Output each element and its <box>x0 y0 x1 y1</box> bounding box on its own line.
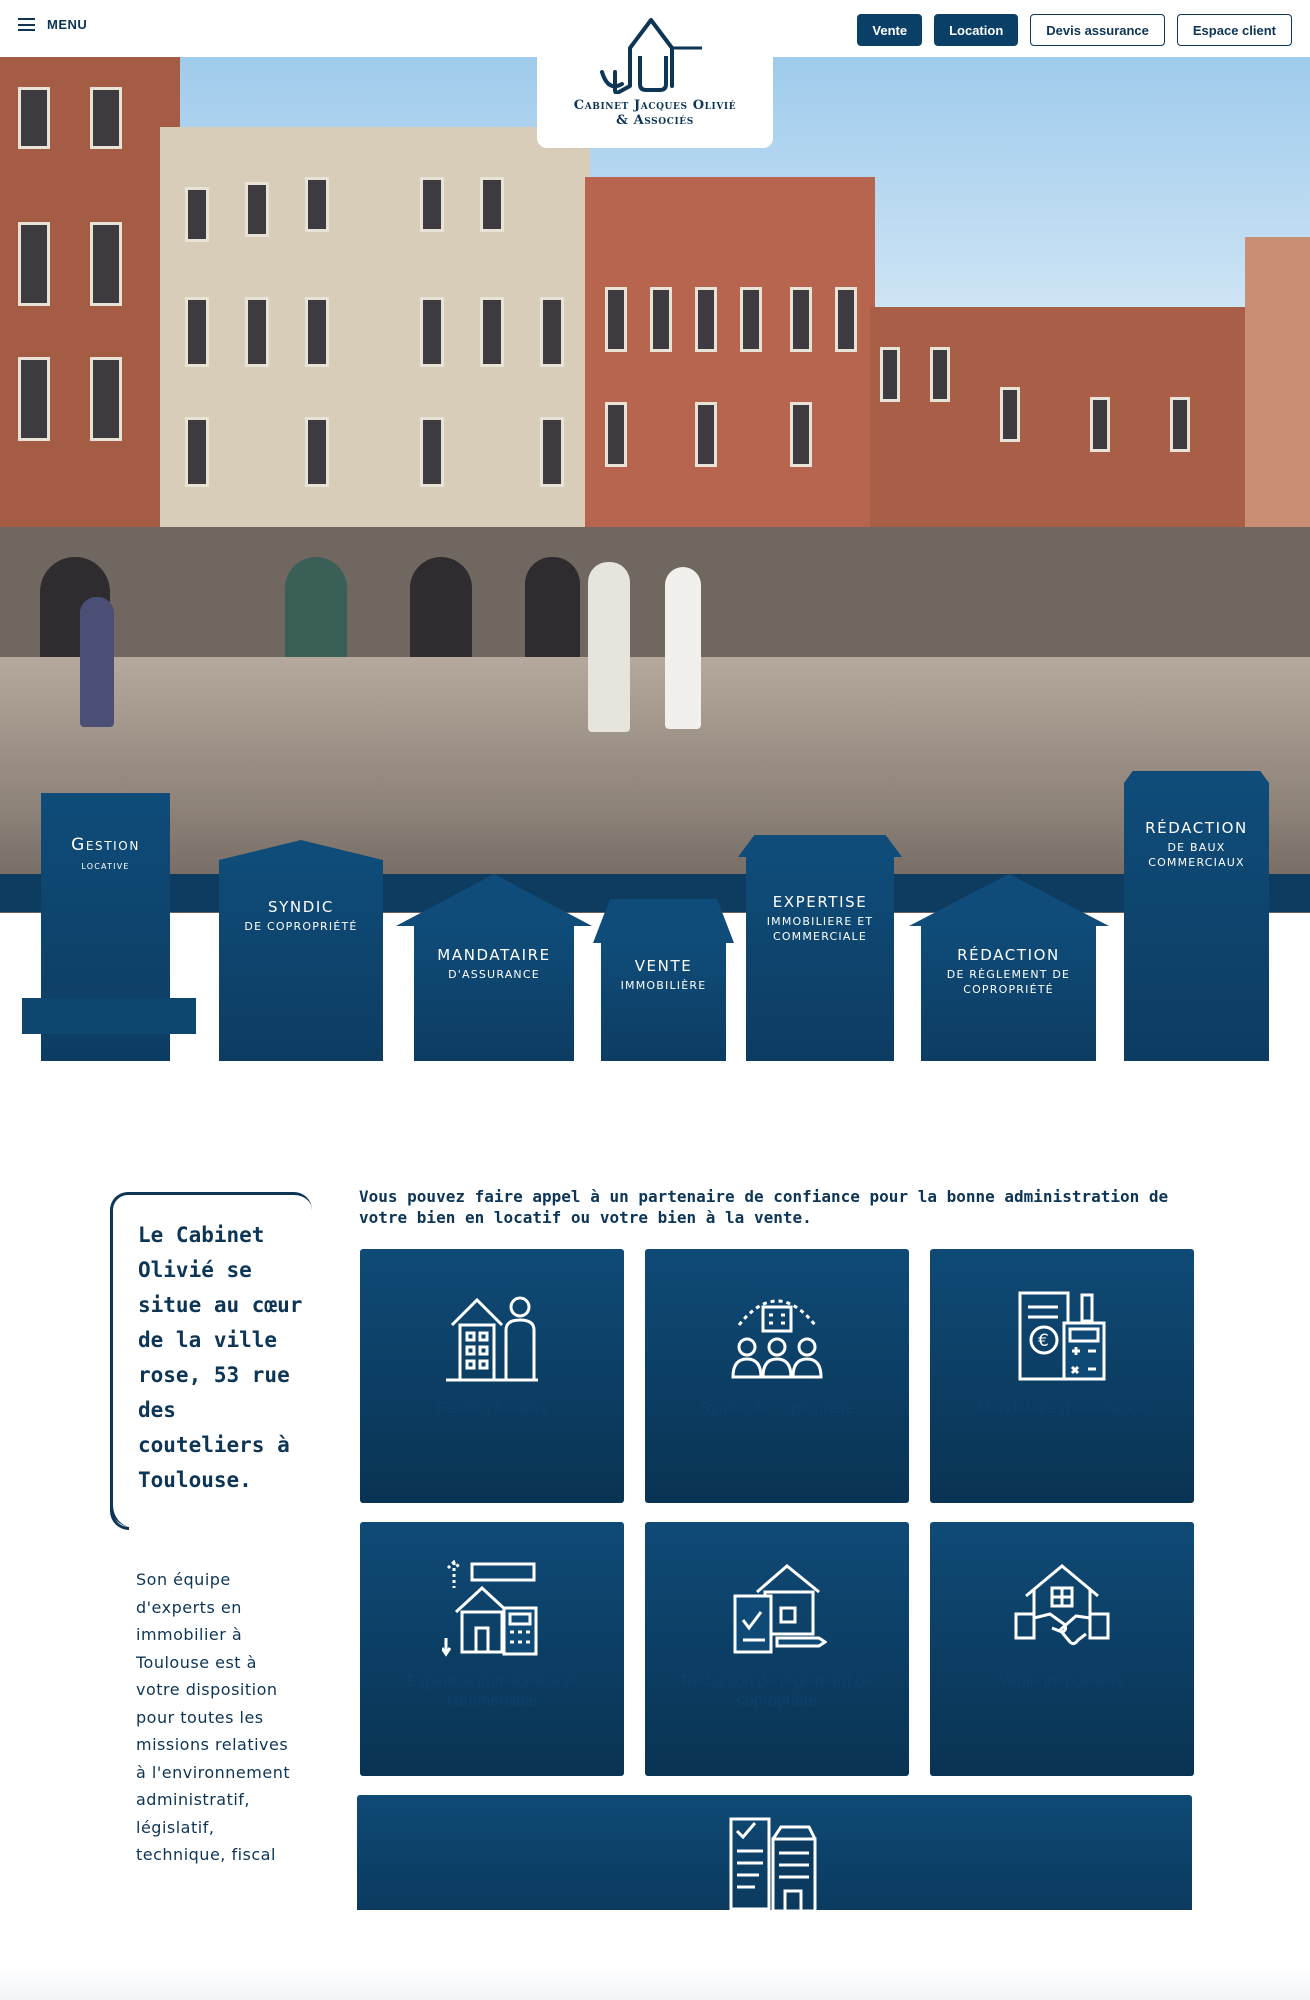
window <box>740 287 762 352</box>
svg-text:€: € <box>1038 1331 1049 1351</box>
logo-line-1: Cabinet Jacques Olivié <box>573 98 737 113</box>
window <box>245 182 269 237</box>
ground-floor <box>0 527 1310 657</box>
services-lead: Vous pouvez faire appel à un partenaire de confiance pour la bonne administration de votre bien en locatif ou votre bien à la vente. <box>359 1187 1169 1227</box>
window <box>695 402 717 467</box>
service-mandataire[interactable] <box>414 926 574 1061</box>
window <box>90 87 122 149</box>
hamburger-icon <box>18 18 35 31</box>
roof <box>1124 771 1269 783</box>
window <box>305 297 329 367</box>
window <box>605 287 627 352</box>
window <box>1090 397 1110 452</box>
service-subtitle: DE COPROPRIÉTÉ <box>244 920 358 933</box>
window <box>790 287 812 352</box>
window <box>185 187 209 242</box>
service-subtitle: D'ASSURANCE <box>448 968 540 981</box>
window <box>90 222 122 306</box>
window <box>1000 387 1020 442</box>
window <box>650 287 672 352</box>
window <box>540 297 564 367</box>
card-mandataire[interactable] <box>930 1249 1194 1503</box>
top-actions <box>857 14 1292 46</box>
card-caption: Mandataire d'assurance <box>976 1400 1148 1417</box>
card-caption: Vente immobilière <box>998 1673 1126 1690</box>
service-redaction-reglement[interactable] <box>921 926 1096 1061</box>
service-subtitle: IMMOBILIÈRE <box>620 979 707 992</box>
window <box>185 297 209 367</box>
window <box>420 297 444 367</box>
card-redaction-reglement[interactable] <box>645 1522 909 1776</box>
location-button[interactable]: Location <box>934 14 1018 46</box>
window <box>880 347 900 402</box>
window <box>245 297 269 367</box>
window <box>305 177 329 232</box>
service-redaction-baux[interactable] <box>1124 783 1269 1061</box>
quote-frame-corner <box>110 1470 129 1530</box>
window <box>185 417 209 487</box>
card-syndic[interactable] <box>645 1249 909 1503</box>
card-caption: Syndic de copropriété <box>699 1400 855 1417</box>
devis-assurance-button[interactable]: Devis assurance <box>1030 14 1165 46</box>
menu-button[interactable] <box>18 17 87 32</box>
roof <box>593 899 734 943</box>
window <box>540 417 564 487</box>
service-subtitle: DE RÈGLEMENT DE COPROPRIÉTÉ <box>946 968 1071 996</box>
pedestrian <box>588 562 630 732</box>
site-logo[interactable] <box>537 0 773 148</box>
commercial-lease-icon <box>723 1815 823 1910</box>
property-agent-icon <box>442 1285 542 1385</box>
service-title: RÉDACTION <box>1145 819 1248 837</box>
service-subtitle: IMMOBILIERE ET COMMERCIALE <box>766 915 874 943</box>
window <box>420 417 444 487</box>
window <box>90 357 122 441</box>
window <box>835 287 857 352</box>
window <box>930 347 950 402</box>
arch <box>410 557 472 657</box>
logo-line-2: & Associés <box>616 113 694 128</box>
service-title: SYNDIC <box>268 898 334 916</box>
menu-label: MENU <box>47 17 88 32</box>
service-syndic[interactable] <box>219 860 383 1061</box>
syndic-community-icon <box>727 1285 827 1385</box>
page-bottom <box>0 1965 1310 2000</box>
card-caption: Rédaction de règlement de copropriété <box>680 1673 874 1709</box>
insurance-calculator-icon <box>1012 1285 1112 1385</box>
espace-client-button[interactable]: Espace client <box>1177 14 1292 46</box>
house-handshake-icon <box>1012 1558 1112 1658</box>
card-caption: Expertise immobilière et commerciale <box>406 1673 578 1709</box>
window <box>18 357 50 441</box>
window <box>480 297 504 367</box>
pedestrian <box>665 567 701 729</box>
about-intro: Son équipe d'experts en immobilier à Toulouse est à votre disposition pour toutes les missions relatives à l'environnement administratif, législatif, technique, fiscal <box>136 1570 291 1864</box>
arch <box>525 557 580 657</box>
card-gestion-locative[interactable] <box>360 1249 624 1503</box>
window <box>1170 397 1190 452</box>
house-logo-icon <box>600 12 710 94</box>
vente-button[interactable]: Vente <box>857 14 922 46</box>
pedestrian <box>80 597 114 727</box>
about-quote: Le Cabinet Olivié se situe au cœur de la ville rose, 53 rue des couteliers à Toulouse. <box>138 1223 303 1492</box>
card-caption: Gestion locative <box>435 1400 549 1417</box>
service-title: MANDATAIRE <box>437 946 551 964</box>
window <box>695 287 717 352</box>
card-redaction-baux[interactable] <box>357 1795 1192 1910</box>
window <box>420 177 444 232</box>
window <box>790 402 812 467</box>
service-subtitle: locative <box>81 859 130 872</box>
card-vente[interactable] <box>930 1522 1194 1776</box>
arch <box>285 557 347 657</box>
service-title: RÉDACTION <box>957 946 1060 964</box>
window <box>18 87 50 149</box>
window <box>305 417 329 487</box>
service-expertise[interactable] <box>746 857 894 1061</box>
service-vente[interactable] <box>601 943 726 1061</box>
service-title: VENTE <box>634 957 693 975</box>
service-title: EXPERTISE <box>772 893 868 911</box>
regulation-drafting-icon <box>727 1558 827 1658</box>
roof <box>219 840 383 860</box>
service-title: Gestion <box>71 835 140 855</box>
roof <box>738 835 902 857</box>
gestion-base <box>22 998 196 1034</box>
hero-banner <box>0 57 1310 913</box>
service-subtitle: DE BAUX COMMERCIAUX <box>1148 841 1245 869</box>
roof <box>396 874 592 926</box>
roof <box>909 874 1109 926</box>
property-appraisal-icon <box>442 1558 542 1658</box>
window <box>480 177 504 232</box>
window <box>18 222 50 306</box>
window <box>605 402 627 467</box>
card-expertise[interactable] <box>360 1522 624 1776</box>
